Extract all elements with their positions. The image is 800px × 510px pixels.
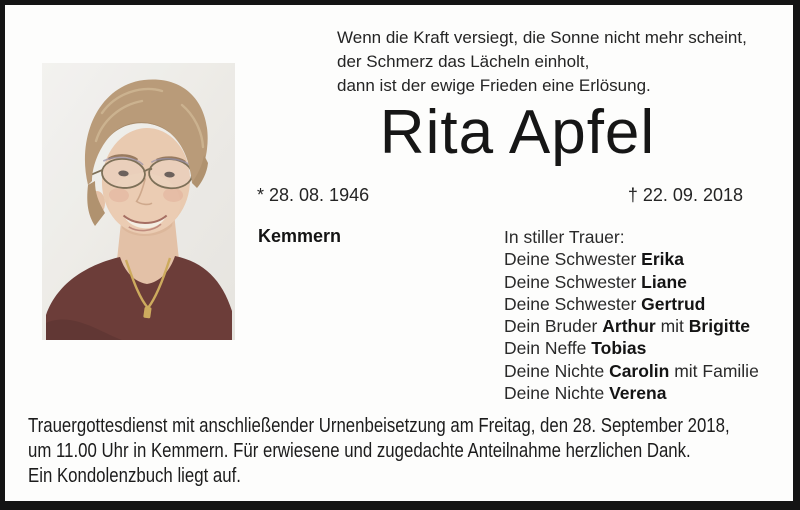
mourner-line: Dein Neffe Tobias	[504, 338, 647, 359]
mourner-line: Deine Nichte Verena	[504, 383, 667, 404]
mourner-line: Deine Schwester Liane	[504, 271, 687, 292]
verse-line-1: Wenn die Kraft versiegt, die Sonne nicht mehr scheint,	[337, 28, 747, 47]
funeral-announcement	[28, 414, 800, 489]
announcement-line-3: Ein Kondolenzbuch liegt auf.	[28, 465, 241, 487]
mourner-line: Deine Nichte Carolin mit Familie	[504, 360, 759, 381]
announcement-line-1: Trauergottesdienst mit anschließender Urnenbeisetzung am Freitag, den 28. September 2018,	[28, 415, 730, 437]
verse-line-3: dann ist der ewige Frieden eine Erlösung.	[337, 76, 651, 95]
deceased-name: Rita Apfel	[379, 98, 656, 167]
birth-date: * 28. 08. 1946	[257, 185, 370, 205]
verse-line-2: der Schmerz das Lächeln einholt,	[337, 52, 590, 71]
memorial-verse	[337, 26, 747, 98]
announcement-line-2: um 11.00 Uhr in Kemmern. Für erwiesene und zugedachte Anteilnahme herzlichen Dank.	[28, 440, 691, 462]
mourning-heading: In stiller Trauer:	[504, 227, 625, 247]
mourner-line: Deine Schwester Gertrud	[504, 293, 706, 314]
residence: Kemmern	[258, 226, 342, 246]
death-date: † 22. 09. 2018	[627, 185, 743, 205]
portrait-photo	[42, 63, 235, 340]
life-dates	[257, 185, 743, 206]
mourning-list	[504, 226, 759, 404]
portrait-illustration	[42, 63, 235, 340]
mourner-line: Deine Schwester Erika	[504, 249, 684, 270]
mourner-line: Dein Bruder Arthur mit Brigitte	[504, 316, 751, 337]
